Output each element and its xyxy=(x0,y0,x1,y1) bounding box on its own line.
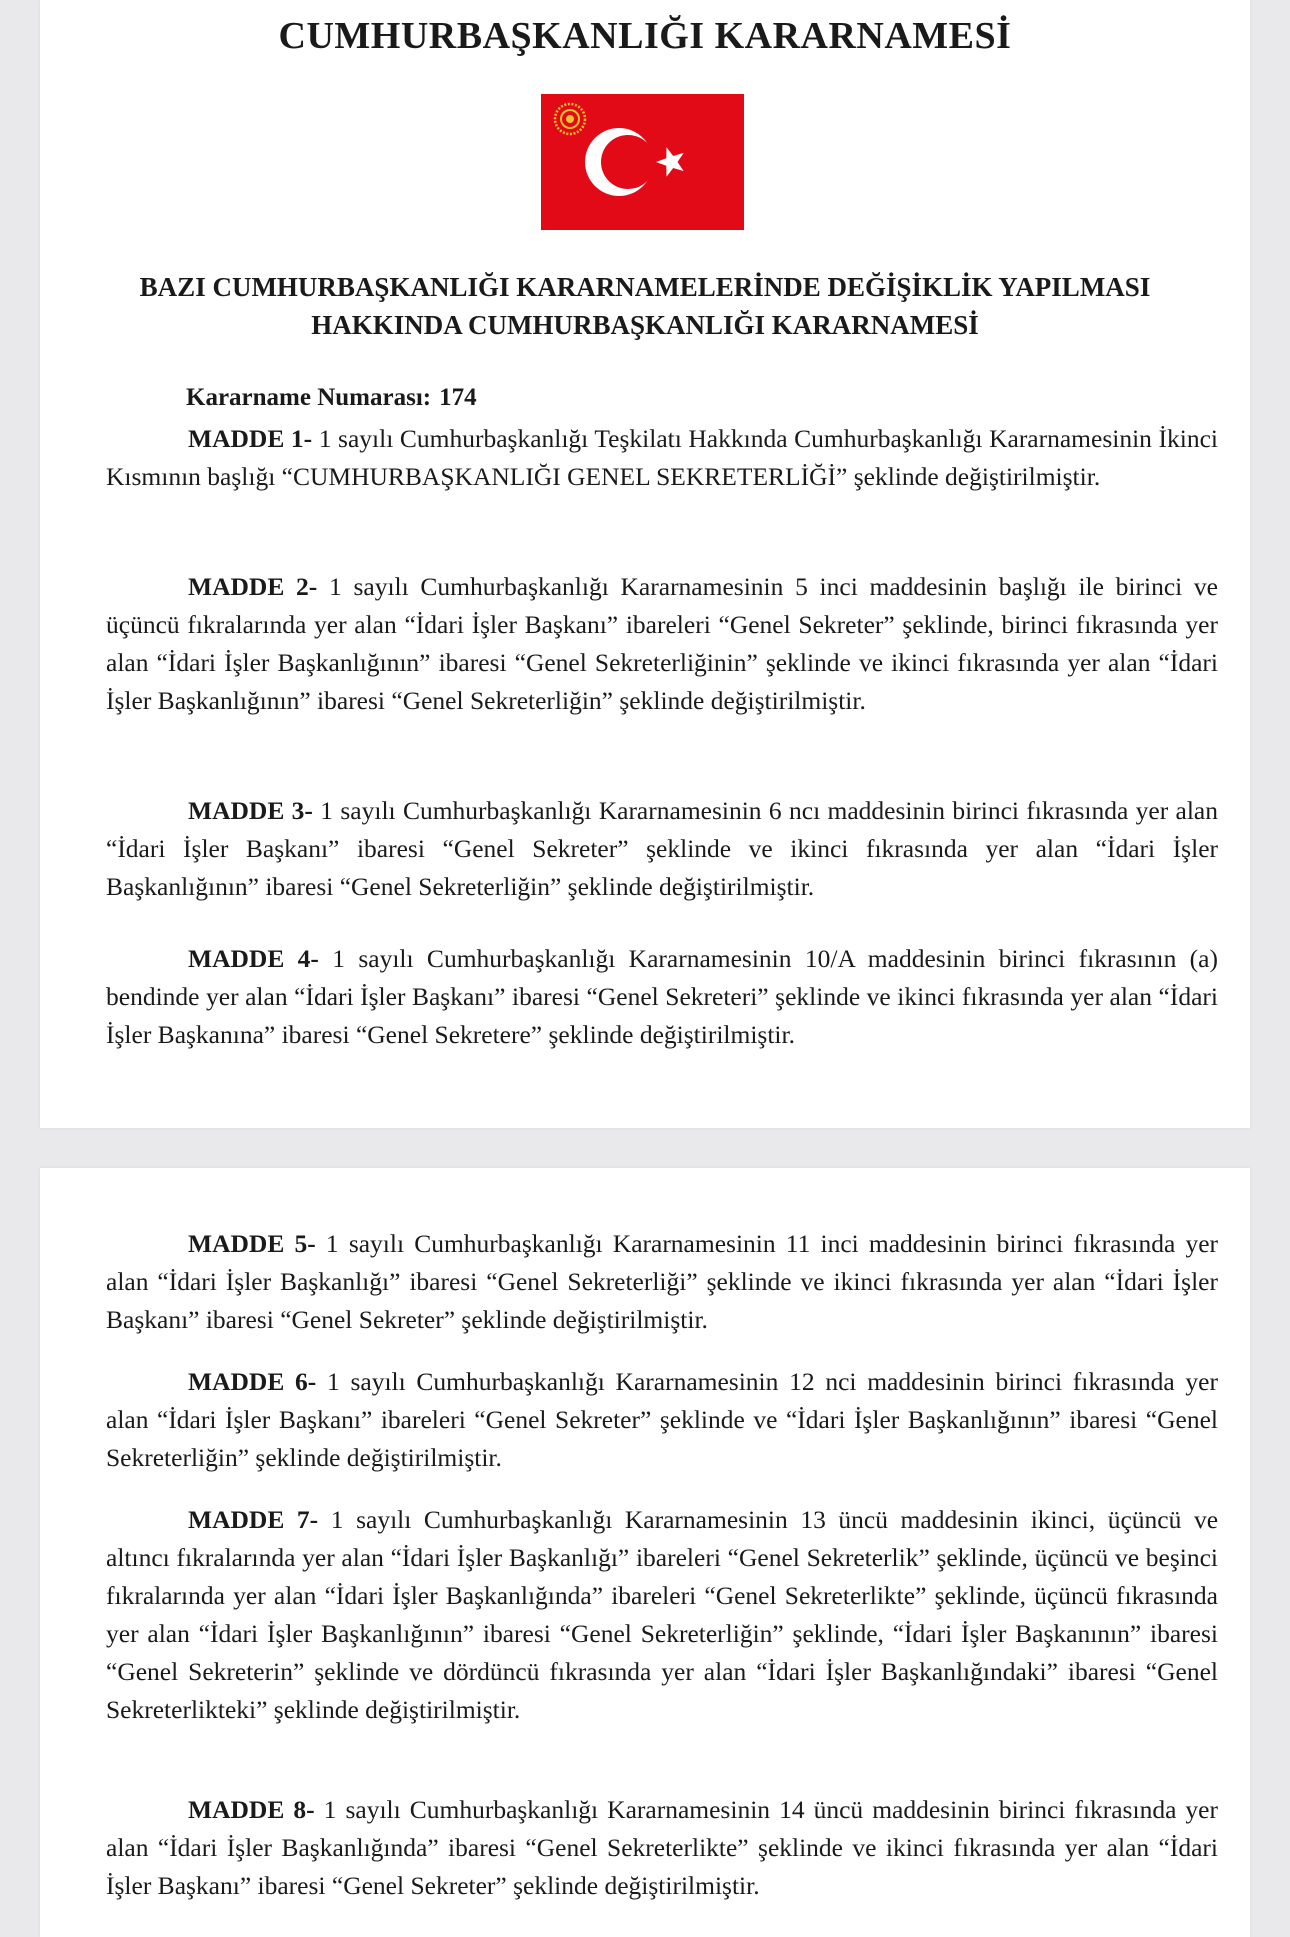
article-label: MADDE 2- xyxy=(188,572,318,601)
article-label: MADDE 6- xyxy=(188,1367,317,1396)
article-6 xyxy=(106,1363,1218,1477)
document-subtitle xyxy=(40,268,1250,344)
decree-number xyxy=(186,384,477,412)
article-label: MADDE 7- xyxy=(188,1505,319,1534)
article-text: 1 sayılı Cumhurbaşkanlığı Kararnamesinin 5 inci maddesinin başlığı ile birinci ve üçüncü fıkralarında yer alan “İdari İşler Başkanı” ibareleri “Genel Sekreter” şeklinde, birinci fıkrasında yer alan “İdari İşler Başkanlığının” ibaresi “Genel Sekreterliğinin” şeklinde ve ikinci fıkrasında yer alan “İdari İşler Başkanlığının” ibaresi “Genel Sekreterliğin” şeklinde değiştirilmiştir. xyxy=(106,572,1218,715)
document-page-2 xyxy=(40,1168,1250,1937)
article-label: MADDE 5- xyxy=(188,1229,316,1258)
article-1 xyxy=(106,420,1218,496)
article-label: MADDE 8- xyxy=(188,1795,315,1824)
decree-number-value: 174 xyxy=(439,384,477,411)
subtitle-line-1: BAZI CUMHURBAŞKANLIĞI KARARNAMELERİNDE DEĞİŞİKLİK YAPILMASI xyxy=(139,272,1151,302)
article-4 xyxy=(106,940,1218,1054)
article-5 xyxy=(106,1225,1218,1339)
document-title: CUMHURBAŞKANLIĞI KARARNAMESİ xyxy=(278,15,1012,57)
article-text: 1 sayılı Cumhurbaşkanlığı Kararnamesinin 14 üncü maddesinin birinci fıkrasında yer alan “İdari İşler Başkanlığında” ibaresi “Genel Sekreterlikte” şeklinde ve ikinci fıkrasında yer alan “İdari İşler Başkanı” ibaresi “Genel Sekreter” şeklinde değiştirilmiştir. xyxy=(106,1795,1218,1900)
article-text: 1 sayılı Cumhurbaşkanlığı Kararnamesinin 13 üncü maddesinin ikinci, üçüncü ve altıncı fıkralarında yer alan “İdari İşler Başkanlığı” ibareleri “Genel Sekreterlik” şeklinde, üçüncü ve beşinci fıkralarında yer alan “İdari İşler Başkanlığında” ibareleri “Genel Sekreterlikte” şeklinde, üçüncü fıkrasında yer alan “İdari İşler Başkanlığının” ibaresi “Genel Sekreterliğin” şeklinde, “İdari İşler Başkanının” ibaresi “Genel Sekreterin” şeklinde ve dördüncü fıkrasında yer alan “İdari İşler Başkanlığındaki” ibaresi “Genel Sekreterlikteki” şeklinde değiştirilmiştir. xyxy=(106,1505,1219,1724)
article-text: 1 sayılı Cumhurbaşkanlığı Kararnamesinin 12 nci maddesinin birinci fıkrasında yer alan “İdari İşler Başkanı” ibareleri “Genel Sekreter” şeklinde ve “İdari İşler Başkanlığının” ibaresi “Genel Sekreterliğin” şeklinde değiştirilmiştir. xyxy=(106,1367,1218,1472)
article-text: 1 sayılı Cumhurbaşkanlığı Kararnamesinin 6 ncı maddesinin birinci fıkrasında yer alan “İdari İşler Başkanı” ibaresi “Genel Sekreter” şeklinde ve ikinci fıkrasında yer alan “İdari İşler Başkanlığının” ibaresi “Genel Sekreterliğin” şeklinde değiştirilmiştir. xyxy=(106,796,1218,901)
article-text: 1 sayılı Cumhurbaşkanlığı Kararnamesinin 11 inci maddesinin birinci fıkrasında yer alan “İdari İşler Başkanlığı” ibaresi “Genel Sekreterliği” şeklinde ve ikinci fıkrasında yer alan “İdari İşler Başkanı” ibaresi “Genel Sekreter” şeklinde değiştirilmiştir. xyxy=(106,1229,1219,1334)
article-text: 1 sayılı Cumhurbaşkanlığı Kararnamesinin 10/A maddesinin birinci fıkrasının (a) bendinde yer alan “İdari İşler Başkanı” ibaresi “Genel Sekreteri” şeklinde ve ikinci fıkrasında yer alan “İdari İşler Başkanına” ibaresi “Genel Sekretere” şeklinde değiştirilmiştir. xyxy=(106,944,1218,1049)
article-8 xyxy=(106,1791,1218,1905)
document-page-1 xyxy=(40,0,1250,1128)
turkish-flag-icon xyxy=(541,94,744,230)
subtitle-line-2: HAKKINDA CUMHURBAŞKANLIĞI KARARNAMESİ xyxy=(311,310,979,340)
article-label: MADDE 4- xyxy=(188,944,319,973)
article-7 xyxy=(106,1501,1218,1729)
article-text: 1 sayılı Cumhurbaşkanlığı Teşkilatı Hakkında Cumhurbaşkanlığı Kararnamesinin İkinci Kısmının başlığı “CUMHURBAŞKANLIĞI GENEL SEKRETERLİĞİ” şeklinde değiştirilmiştir. xyxy=(106,424,1218,491)
turkish-flag-graphic xyxy=(541,94,744,230)
article-2 xyxy=(106,568,1218,720)
article-label: MADDE 3- xyxy=(188,796,313,825)
article-3 xyxy=(106,792,1218,906)
article-label: MADDE 1- xyxy=(188,424,313,453)
decree-number-label: Kararname Numarası: xyxy=(186,384,432,411)
